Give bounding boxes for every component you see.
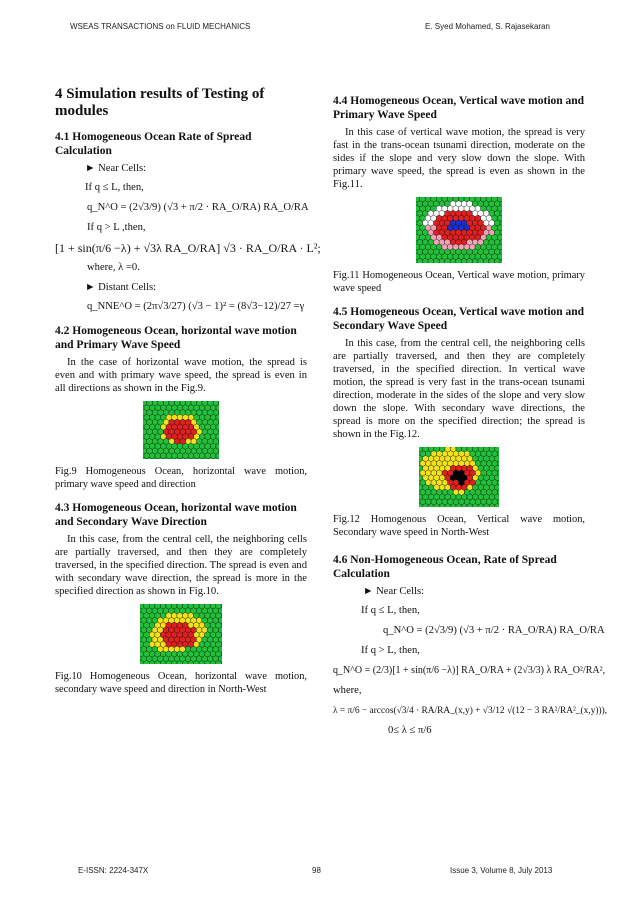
s46-range: 0≤ λ ≤ π/6 [388, 725, 432, 736]
s41-distant-cells: ► Distant Cells: [85, 282, 157, 293]
s42-title: 4.2 Homogeneous Ocean, horizontal wave motion and Primary Wave Speed [55, 325, 297, 351]
s42-text: In the case of horizontal wave motion, the spread is even and with primary wave speed, the spread is even in all directions as shown in the Fig.9. [55, 357, 307, 394]
running-header-authors: E. Syed Mohamed, S. Rajasekaran [425, 22, 550, 31]
figure-10-hex-grid [140, 604, 222, 664]
figure-9-caption: Fig.9 Homogeneous Ocean, horizontal wave motion, primary wave speed and direction [55, 466, 307, 490]
s41-where: where, λ =0. [87, 262, 140, 273]
footer-issue: Issue 3, Volume 8, July 2013 [450, 866, 553, 875]
running-header-journal: WSEAS TRANSACTIONS on FLUID MECHANICS [70, 22, 251, 31]
s45-title: 4.5 Homogeneous Ocean, Vertical wave motion and Secondary Wave Speed [333, 306, 585, 332]
s41-eq1: q_N^O = (2√3/9) (√3 + π/2 · RA_O/RA) RA_O/RA [87, 202, 309, 213]
s45-text: In this case, from the central cell, the neighboring cells are partially traversed, and then they are completely traversed, in the specified direction. In vertical wave motion, the spread is very fast in the trans-ocean tsunami direction, moderate in the sides of the slope and very slow down the slope. With secondary wave directions, the spread is more on the specified direction; the spread is shown in the Fig.12. [333, 338, 585, 440]
s41-if2: If q > L ,then, [87, 222, 146, 233]
figure-9-hex-grid [143, 401, 219, 459]
footer-issn: E-ISSN: 2224-347X [78, 866, 149, 875]
section-title: 4 Simulation results of Testing of modules [55, 86, 265, 119]
figure-11-caption: Fig.11 Homogeneous Ocean, Vertical wave motion, primary wave speed [333, 270, 585, 294]
figure-10-caption: Fig.10 Homogeneous Ocean, horizontal wave motion, secondary wave speed and direction in North-West [55, 671, 307, 695]
s44-title: 4.4 Homogeneous Ocean, Vertical wave motion and Primary Wave Speed [333, 95, 585, 121]
s41-eq3: q_NNE^O = (2π√3/27) (√3 − 1)² = (8√3−12)/27 =γ [87, 301, 305, 312]
right-column [333, 86, 608, 744]
s46-if2: If q > L, then, [361, 645, 420, 656]
figure-12-caption: Fig.12 Homogenous Ocean, Vertical wave motion, Secondary wave speed in North-West [333, 514, 585, 538]
s41-if1: If q ≤ L, then, [85, 182, 144, 193]
s41-title: 4.1 Homogeneous Ocean Rate of Spread Calculation [55, 131, 252, 157]
s46-eq2: q_N^O = (2/3)[1 + sin(π/6 −λ)] RA_O/RA + (2√3/3) λ RA_O²/RA², [333, 665, 606, 676]
s46-where: where, [333, 685, 362, 696]
figure-11-hex-grid [416, 197, 502, 263]
s46-near-cells: ► Near Cells: [363, 586, 425, 597]
left-column [55, 86, 321, 704]
s46-eq1: q_N^O = (2√3/9) (√3 + π/2 · RA_O/RA) RA_O/RA [383, 625, 605, 636]
figure-12-hex-grid [419, 447, 499, 507]
s46-eq3: λ = π/6 − arccos(√3/4 · RA/RA_(x,y) + √3/12 √(12 − 3 RA²/RA²_(x,y))), [333, 706, 608, 716]
s43-title: 4.3 Homogeneous Ocean, horizontal wave motion and Secondary Wave Direction [55, 502, 297, 528]
s43-text: In this case, from the central cell, the neighboring cells are partially traversed, and then they are completely traversed, in the specified direction. The spread is even and with secondary wave direction, the spread is more in the specified direction as shown in Fig.10. [55, 534, 307, 597]
s46-if1: If q ≤ L, then, [361, 605, 420, 616]
s41-near-cells: ► Near Cells: [85, 163, 147, 174]
s44-text: In this case of vertical wave motion, the spread is very fast in the trans-ocean tsunami direction, moderate on the sides if the slope and very slow down the slope. With primary wave speed, the spread is even as shown in the Fig.11. [333, 127, 585, 190]
s41-eq2: [1 + sin(π/6 −λ) + √3λ RA_O/RA] √3 · RA_O/RA · L²; [55, 241, 321, 255]
footer-page-number: 98 [312, 866, 321, 875]
s46-title: 4.6 Non-Homogeneous Ocean, Rate of Spread Calculation [333, 554, 557, 580]
